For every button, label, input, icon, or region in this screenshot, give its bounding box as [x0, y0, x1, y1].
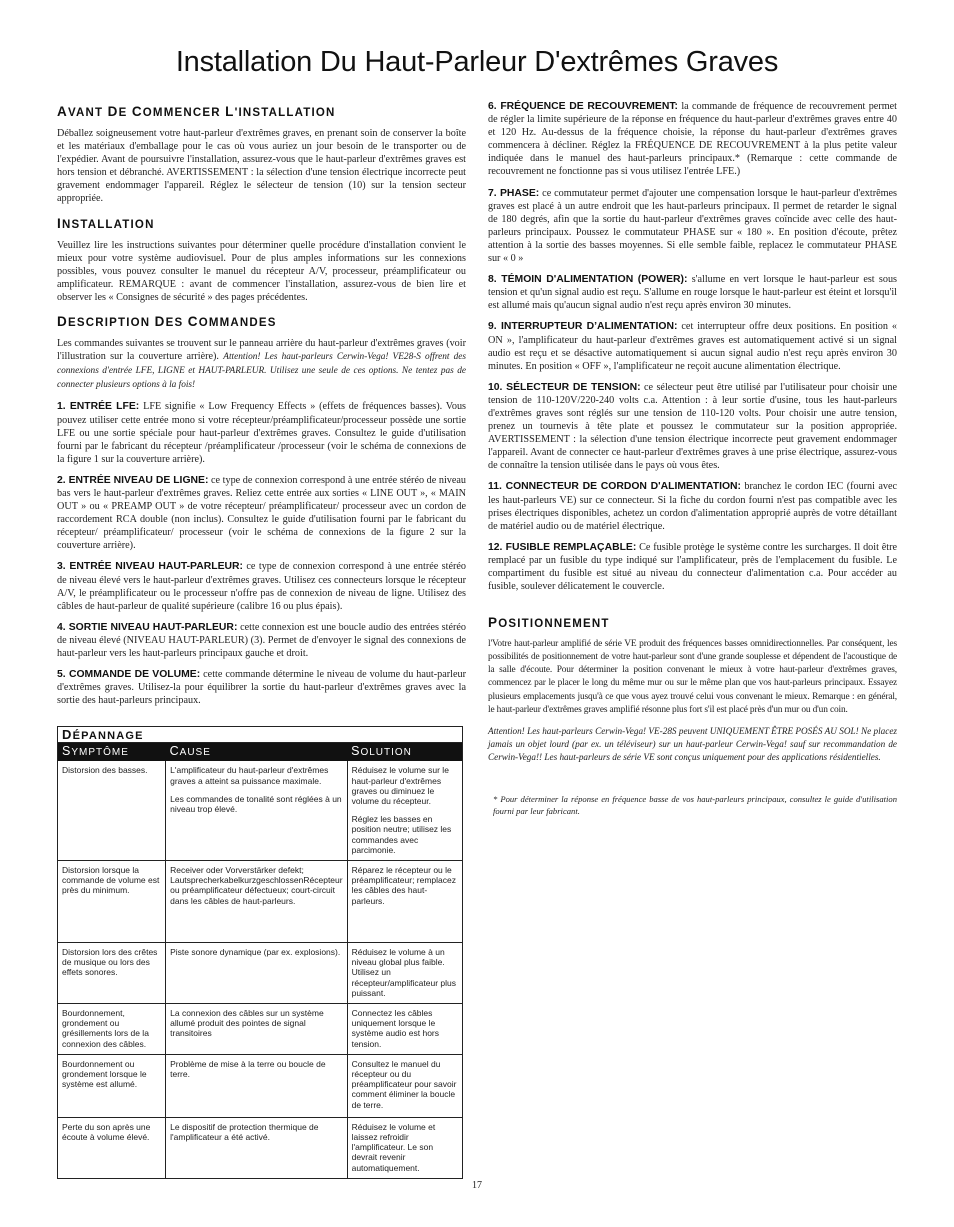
right-column [488, 100, 897, 825]
control-item-7: 7. PHASE: ce commutateur permet d'ajouter une compensation lorsque le haut-parleur d'extrêmes graves est placé à un autre endroit que les haut-parleurs principaux. Il permet de retarder le signal de 180 degrés, afin que la sortie du haut-parleur d'extrêmes graves coïncide avec celle des haut-parleurs principaux. Poussez le commutateur PHASE sur « 180 ». En position d'écoute, prêtez attention à la sortie des basses moyennes. Si elle semble faible, replacez le commutateur PHASE sur « 0 » [488, 187, 898, 265]
control-item-3: 3. ENTRÉE NIVEAU HAUT-PARLEUR: ce type de connexion correspond à une entrée stéréo de niveau élevé vers le haut-parleur d'extrêmes graves. Utilisez ces connecteurs lorsque le récepteur A/V, le préamplificateur ou le processeur n'offre pas de connexion de niveau de ligne. Utilisez des câbles de haut-parleur de qualité supérieure (calibre 16 ou plus épais). [57, 561, 467, 612]
control-item-10: 10. SÉLECTEUR DE TENSION: ce sélecteur peut être utilisé par l'utilisateur pour choisir une tension de 110-120V/220-240 volts c.a. Attention : à leur sortie d'usine, tous les haut-parleurs d'extrêmes graves sont réglés sur une tension de 110-120 volts. Pour choisir une autre tension, prenez un tournevis à tête plate et poussez le commutateur sur la position appropriée. AVERTISSEMENT : la sélection d'une tension électrique incorrecte peut gravement endommager l'appareil. Avant de connecter ce haut-parleur d'extrêmes graves à une prise électrique, assurez-vous de connaître la tension utilisée dans le pays où vous êtes. [488, 381, 897, 472]
solution-cell: Réparez le récepteur ou le préamplificateur; remplacez les câbles des haut-parleurs. [347, 861, 462, 943]
positionnement-warning: Attention! Les haut-parleurs Cerwin-Vega! VE-28S peuvent UNIQUEMENT ÊTRE POSÉS AU SOL! Ne placez jamais un objet lourd (par ex. un téléviseur) sur un haut-parleur Cerwin-Vega! sauf sur recommandation de Cerwin-Vega!! Les haut-parleurs de série VE sont conçus uniquement pour des applications résidentielles. [488, 725, 897, 762]
cause-cell: Le dispositif de protection thermique de l'amplificateur a été activé. [166, 1117, 347, 1178]
positionnement-paragraph: l'Votre haut-parleur amplifié de série VE produit des fréquences basses omnidirectionnelles. Par conséquent, les possibilités de positionnement de votre haut-parleur sont d'une grande souplesse et dépendent de l'acoustique de la salle d'écoute. Pour déterminer la position convenant le mieux à votre haut-parleur d'extrêmes graves, commencez par le placer le long du même mur ou sur le même plan que vos haut-parleurs principaux. Essayez plusieurs emplacements jusqu'à ce que vous ayez trouvé celui vous convenant le mieux. Remarque : en général, le haut-parleur d'extrêmes graves amplifié résonne plus fort s'il est placé près d'un mur ou d'un coin. [488, 639, 897, 715]
control-item-9: 9. INTERRUPTEUR D’ALIMENTATION: cet interrupteur offre deux positions. En position « ON », l'amplificateur du haut-parleur d'extrêmes graves est automatiquement activé si un signal audio est reçu et se désactive automatiquement si aucun signal audio n'est reçu après environ 30 minutes. En position « OFF », l'amplificateur ne reçoit aucune alimentation électrique. [488, 321, 898, 372]
symptom-cell: Distorsion des basses. [58, 761, 166, 860]
solution-cell: Connectez les câbles uniquement lorsque le système audio est hors tension. [347, 1004, 462, 1055]
installation-paragraph: Veuillez lire les instructions suivantes pour déterminer quelle procédure d'installation convient le mieux pour votre système audiovisuel. Pour de plus amples informations sur les connexions possibles, vous pouvez consulter le manuel du récepteur A/V, processeur, préamplificateur ou amplificateur. REMARQUE : avant de commencer l'installation, assurez-vous de bien lire et observer les « Consignes de sécurité » des pages précédentes. [57, 239, 466, 303]
avant-paragraph: Déballez soigneusement votre haut-parleur d'extrêmes graves, en prenant soin de conserver la boîte et les matériaux d'emballage pour le cas où vous auriez un jour besoin de le transporter ou de l'expédier. Avant de poursuivre l'installation, assurez-vous que le haut-parleur d'extrêmes graves est hors tension et débranché. AVERTISSEMENT : la sélection d'une tension électrique incorrecte peut gravement endommager l'appareil. Réglez le sélecteur de tension (10) sur la tension secteur appropriée. [57, 128, 466, 205]
page-number: 17 [472, 1180, 482, 1191]
symptom-cell: Perte du son après une écoute à volume élevé. [58, 1117, 166, 1178]
symptom-cell: Distorsion lors des crêtes de musique ou lors des effets sonores. [58, 943, 166, 1004]
column-header-solution: SOLUTION [347, 743, 462, 762]
solution-cell: Consultez le manuel du récepteur ou du préamplificateur pour savoir comment éliminer la boucle de terre. [347, 1054, 462, 1117]
table-row [58, 1117, 463, 1178]
table-title: DÉPANNAGE [58, 727, 463, 743]
cause-cell: Receiver oder Vorverstärker defekt; LautsprecherkabelkurzgeschlossenRécepteur ou préamplificateur défectueux; court-circuit dans les câbles de haut-parleurs. [166, 861, 347, 943]
solution-cell: Réduisez le volume et laissez refroidir l'amplificateur. Le son devrait revenir automatiquement. [347, 1117, 462, 1178]
description-paragraph: Les commandes suivantes se trouvent sur le panneau arrière du haut-parleur d'extrêmes graves (voir l'illustration sur la couverture arrière). Attention! Les haut-parleurs Cerwin-Vega! VE28-S offrent des connexions d'entrée LFE, LIGNE et HAUT-PARLEUR. Utilisez une seule de ces options. Ne tentez pas de connecter plusieurs options à la fois! [57, 338, 466, 391]
solution-cell: Réduisez le volume sur le haut-parleur d'extrêmes graves ou diminuez le volume du récepteur. Réglez les basses en position neutre; utilisez les commandes avec parcimonie. [347, 761, 462, 860]
description-warning: Attention! Les haut-parleurs Cerwin-Vega! VE28-S offrent des connexions d'entrée LFE, LIGNE et HAUT-PARLEUR. Utilisez une seule de ces options. Ne tentez pas de connecter plusieurs options à la fois! [57, 352, 466, 391]
control-item-5: 5. COMMANDE DE VOLUME: cette commande détermine le niveau de volume du haut-parleur d'extrêmes graves. Utilisez-la pour équilibrer la sortie du haut-parleur d'extrêmes graves avec la sortie des haut-parleurs principaux. [57, 669, 467, 707]
symptom-cell: Distorsion lorsque la commande de volume est près du minimum. [58, 861, 166, 943]
page-title: Installation Du Haut-Parleur D'extrêmes Graves [175, 46, 779, 78]
symptom-cell: Bourdonnement, grondement ou grésillements lors de la connexion des câbles. [58, 1004, 166, 1055]
cause-cell: Piste sonore dynamique (par ex. explosions). [166, 943, 347, 1004]
solution-cell: Réduisez le volume à un niveau global plus faible. Utilisez un récepteur/amplificateur plus puissant. [347, 943, 462, 1004]
symptom-cell: Bourdonnement ou grondement lorsque le système est allumé. [58, 1054, 166, 1117]
section-heading-positionnement: POSITIONNEMENT [488, 615, 610, 631]
table-row [58, 1054, 463, 1117]
control-item-12: 12. FUSIBLE REMPLAÇABLE: Ce fusible protège le système contre les surcharges. Il doit être remplacé par un fusible du type indiqué sur l'amplificateur, près de l'emplacement du fusible. Le compartiment du fusible est situé au niveau du connecteur d'alimentation c.a. Pour accéder au fusible, soulever délicatement le couvercle. [488, 541, 897, 593]
section-heading-avant: AVANT DE COMMENCER L'INSTALLATION [57, 104, 336, 119]
left-column [57, 100, 466, 715]
control-item-6: 6. FRÉQUENCE DE RECOUVREMENT: la commande de fréquence de recouvrement permet de régler la limite supérieure de la réponse en fréquence du haut-parleur d'extrêmes graves entre 40 et 120 Hz. Au-dessus de la fréquence choisie, la réponse du haut-parleur d'extrêmes graves commencera à décliner. Réglez la FRÉQUENCE DE RECOUVREMENT à la plus petite valeur indiquée dans le manuel des haut-parleurs principaux.* (Remarque : cette commande de recouvrement ne fonctionne pas si vous utilisez l'entrée LFE.) [488, 101, 897, 178]
table-row [58, 761, 463, 860]
table-row [58, 1004, 463, 1055]
control-item-8: 8. TÉMOIN D'ALIMENTATION (POWER): s'allume en vert lorsque le haut-parleur est sous tension et qu'un signal audio est reçu. S'allume en rouge lorsque le haut-parleur est éteint et lorsqu'il est allumé mais qu'aucun signal audio n'est reçu après environ 30 minutes. [488, 274, 898, 312]
control-item-2: 2. ENTRÉE NIVEAU DE LIGNE: ce type de connexion correspond à une entrée stéréo de niveau bas vers le haut-parleur d'extrêmes graves. Reliez cette entrée aux sorties « LINE OUT », « MAIN OUT » ou « PREAMP OUT » de votre récepteur/ préamplificateur/ processeur avec un cordon de raccordement RCA double (non inclus). Consultez le guide d'utilisation fourni par le fabricant du récepteur/ préamplificateur/ processeur (voir le schéma de connexions de la figure 2 sur la couverture arrière). [57, 474, 467, 552]
section-heading-description: DESCRIPTION DES COMMANDES [57, 314, 277, 330]
troubleshooting-table [57, 726, 463, 1179]
column-header-cause: CAUSE [166, 743, 347, 762]
table-row [58, 943, 463, 1004]
cause-cell: Problème de mise à la terre ou boucle de terre. [166, 1054, 347, 1117]
footnote: * Pour déterminer la réponse en fréquence basse de vos haut-parleurs principaux, consultez le guide d'utilisation fourni par leur fabricant. [493, 794, 897, 816]
control-item-4: 4. SORTIE NIVEAU HAUT-PARLEUR: cette connexion est une boucle audio des entrées stéréo de niveau élevé (NIVEAU HAUT-PARLEUR) (3). Permet de d'envoyer le signal des connexions de haut-parleur vers les haut-parleurs principaux gauche et droit. [57, 621, 466, 659]
control-item-11: 11. CONNECTEUR DE CORDON D'ALIMENTATION: branchez le cordon IEC (fourni avec les haut-parleurs VE) sur ce connecteur. Si la fiche du cordon fourni n'est pas compatible avec les prises électriques disponibles, achetez un cordon d'alimentation approprié auprès de votre détaillant de matériel audio ou de matériel électrique. [488, 481, 898, 532]
section-heading-installation: INSTALLATION [57, 215, 155, 231]
control-item-1: 1. ENTRÉE LFE: LFE signifie « Low Frequency Effects » (effets de fréquences basses). Vous pouvez utiliser cette entrée mono si votre récepteur/préamplificateur/processeur possède une sortie LFE ou une sortie spéciale pour haut-parleur d'extrêmes graves. Consultez le guide d'utilisation fourni par le fabricant du récepteur /préamplificateur /processeur (voir le schéma de connexions de la figure 1 sur la couverture arrière). [57, 401, 467, 465]
table-row [58, 861, 463, 943]
cause-cell: La connexion des câbles sur un système allumé produit des pointes de signal transitoires [166, 1004, 347, 1055]
cause-cell: L'amplificateur du haut-parleur d'extrêmes graves a atteint sa puissance maximale. Les commandes de tonalité sont réglées à un niveau trop élevé. [166, 761, 347, 860]
column-header-symptom: SYMPTÔME [58, 743, 166, 762]
